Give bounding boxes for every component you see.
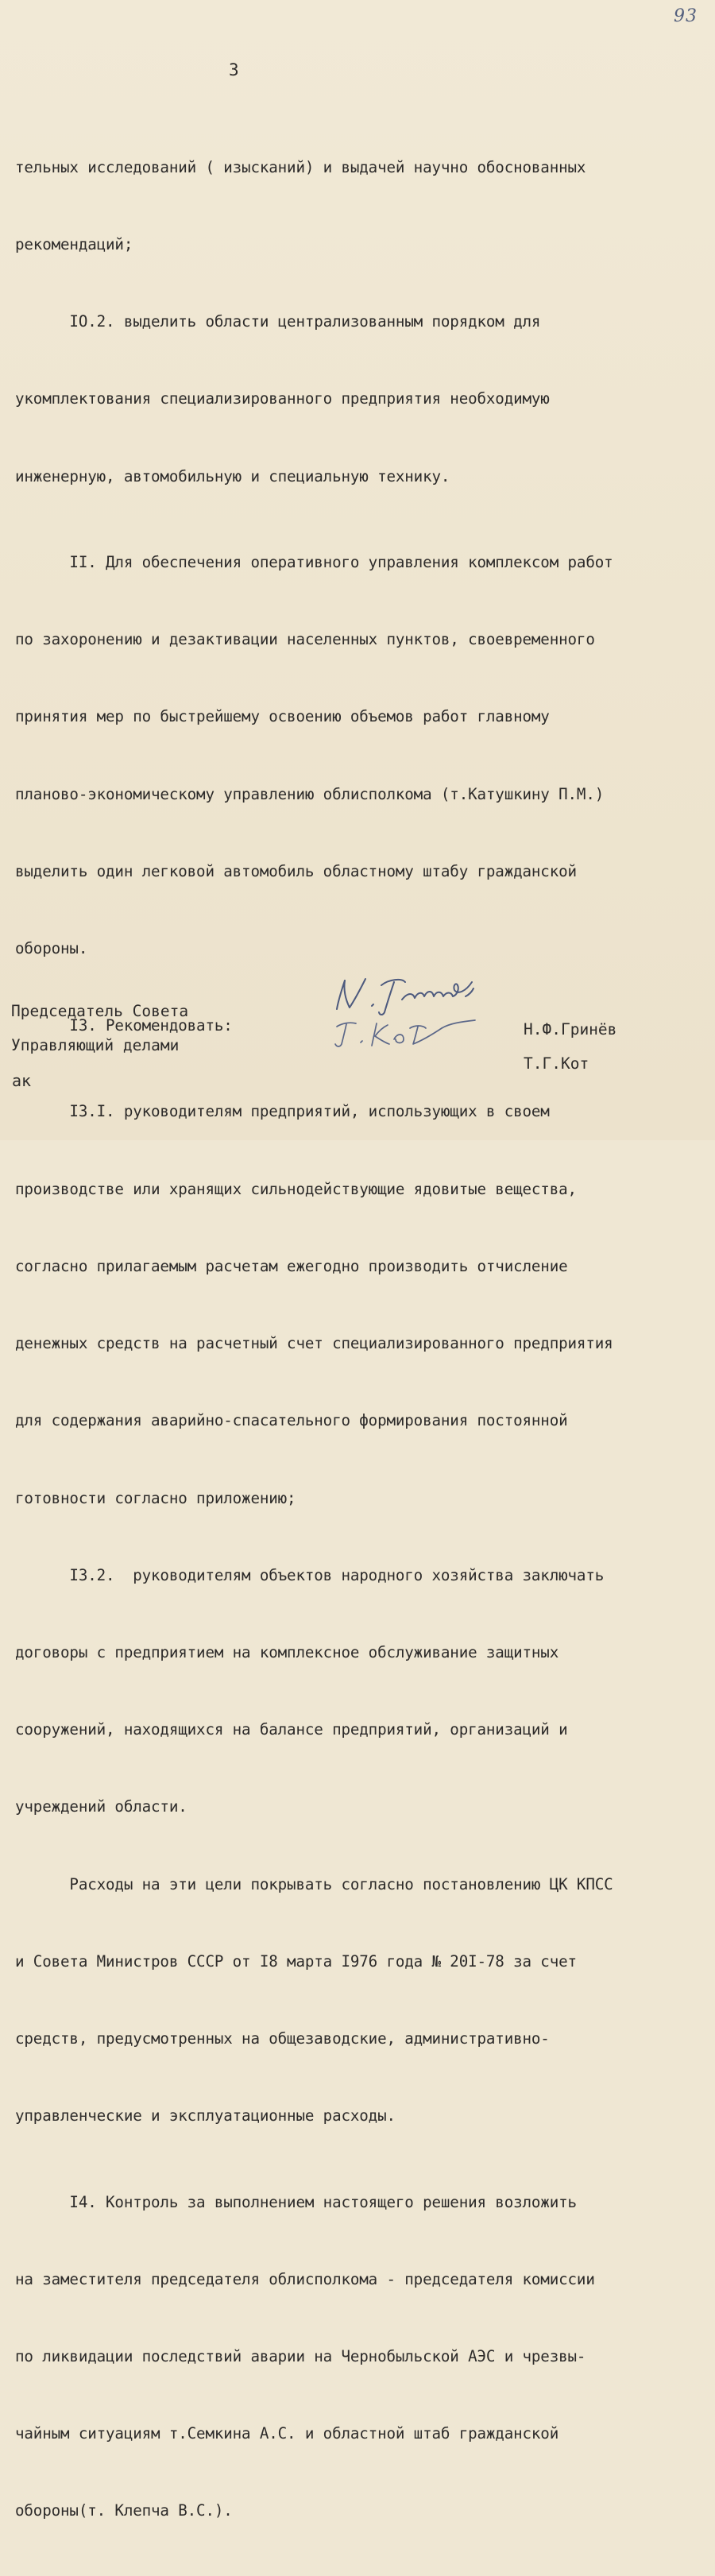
body-line: и Совета Министров СССР от I8 марта I976 года № 20I-78 за счет: [15, 1951, 577, 1971]
typist-initials: ак: [12, 1071, 32, 1090]
body-line: чайным ситуациям т.Семкина А.С. и областной штаб гражданской: [15, 2424, 559, 2443]
body-line: договоры с предприятием на комплексное обслуживание защитных: [15, 1642, 559, 1661]
body-line: тельных исследований ( изысканий) и выдачей научно обоснованных: [15, 157, 586, 176]
body-line: сооружений, находящихся на балансе предприятий, организаций и: [15, 1720, 568, 1739]
body-line: выделить один легковой автомобиль областному штабу гражданской: [15, 861, 577, 880]
body-line: IO.2. выделить области централизованным порядком для: [15, 312, 541, 331]
handwritten-signature-chairman: [326, 971, 485, 1017]
body-line: по захоронению и дезактивации населенных пунктов, своевременного: [15, 630, 595, 649]
archive-page-number: 93: [674, 6, 698, 26]
body-line: управленческие и эксплуатационные расходы.: [15, 2106, 396, 2125]
signatory-title: Председатель Совета: [11, 1002, 189, 1020]
body-line: согласно прилагаемым расчетам ежегодно производить отчисление: [15, 1256, 568, 1275]
page-number: 3: [229, 60, 239, 79]
signatory-title: Управляющий делами: [11, 1036, 180, 1054]
body-line: для содержания аварийно-спасательного формирования постоянной: [15, 1411, 568, 1430]
body-line: I3. Рекомендовать:: [15, 1016, 233, 1035]
body-line: денежных средств на расчетный счет специализированного предприятия: [15, 1334, 613, 1353]
body-line: рекомендаций;: [15, 235, 133, 254]
body-line: обороны(т. Клепча В.С.).: [15, 2501, 233, 2520]
body-line: готовности согласно приложению;: [15, 1488, 296, 1507]
body-line: средств, предусмотренных на общезаводские, административно-: [15, 2029, 550, 2048]
signatory-name: Т.Г.Кот: [524, 1054, 589, 1073]
body-line: Расходы на эти цели покрывать согласно постановлению ЦК КПСС: [15, 1874, 613, 1893]
body-line: укомплектования специализированного предприятия необходимую: [15, 389, 550, 408]
body-line: по ликвидации последствий аварии на Чернобыльской АЭС и чрезвы-: [15, 2346, 586, 2365]
body-line: инженерную, автомобильную и специальную технику.: [15, 466, 450, 485]
signatory-name: Н.Ф.Гринёв: [524, 1020, 617, 1039]
body-line: I3.2. руководителям объектов народного хозяйства заключать: [15, 1565, 605, 1584]
body-line: на заместителя председателя облисполкома - председателя комиссии: [15, 2269, 595, 2288]
body-line: учреждений области.: [15, 1797, 187, 1816]
body-line: производстве или хранящих сильнодействующие ядовитые вещества,: [15, 1179, 577, 1198]
body-line: планово-экономическому управлению облисполкома (т.Катушкину П.М.): [15, 784, 605, 803]
body-line: II. Для обеспечения оперативного управления комплексом работ: [15, 552, 613, 571]
body-line: принятия мер по быстрейшему освоению объемов работ главному: [15, 707, 550, 726]
body-line: I3.I. руководителям предприятий, использующих в своем: [15, 1102, 550, 1121]
document-body: [15, 103, 708, 2576]
body-line: I4. Контроль за выполнением настоящего решения возложить: [15, 2192, 577, 2211]
handwritten-signature-administrator: [330, 1017, 481, 1050]
body-line: обороны.: [15, 939, 88, 957]
